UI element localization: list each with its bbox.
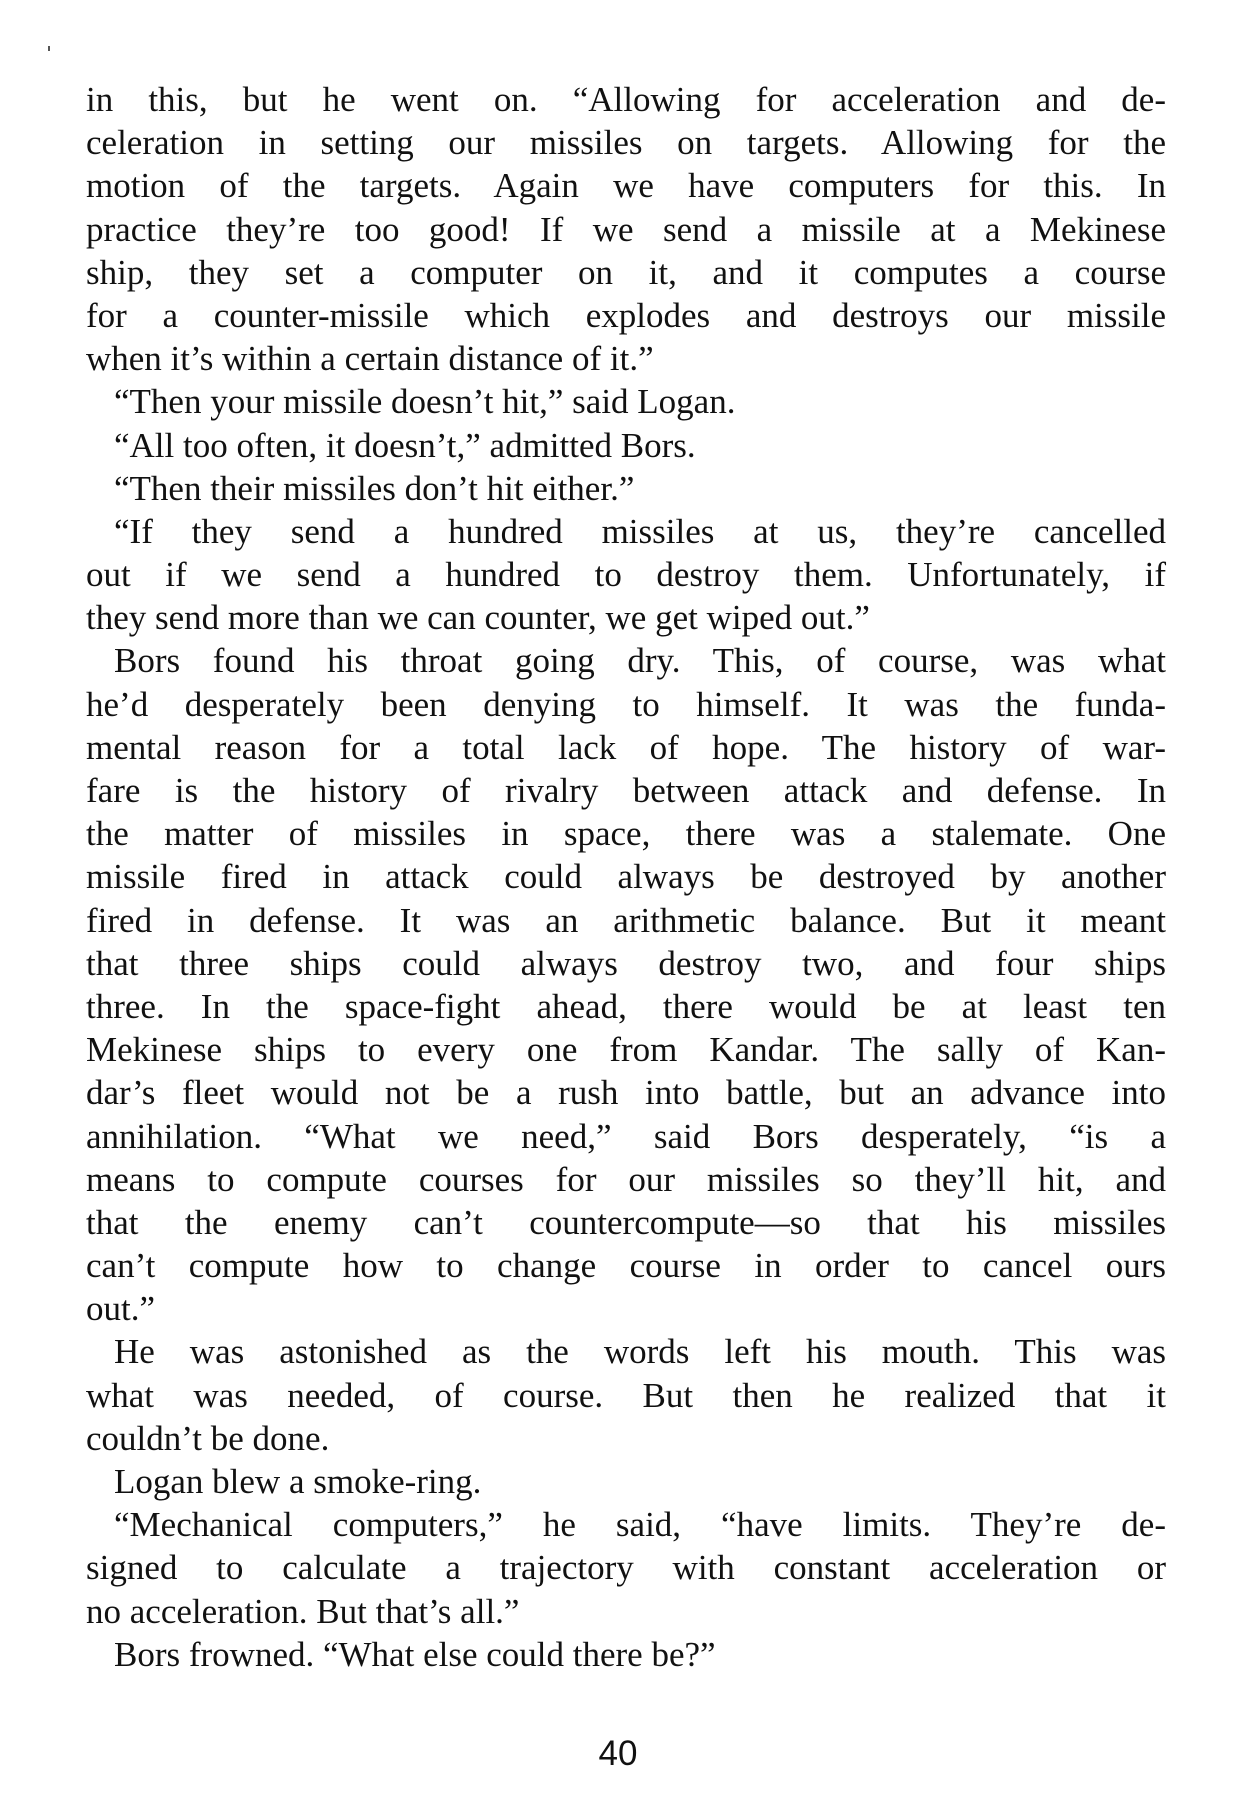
text-line: no acceleration. But that’s all.” — [86, 1591, 520, 1631]
text-line: that the enemy can’t countercompute—so that his missiles — [86, 1202, 1166, 1242]
text-line: missile fired in attack could always be destroyed by another — [86, 857, 1166, 897]
paragraph-dialogue — [86, 1503, 1166, 1633]
paragraph-dialogue — [86, 380, 1166, 423]
text-line: for a counter-missile which explodes and destroys our missile — [86, 295, 1166, 335]
text-line: “All too often, it doesn’t,” admitted Bors. — [114, 425, 696, 465]
text-line: means to compute courses for our missiles so they’ll hit, and — [86, 1159, 1166, 1199]
text-line: celeration in setting our missiles on targets. Allowing for the — [86, 123, 1166, 163]
text-line: when it’s within a certain distance of it.” — [86, 339, 654, 379]
text-line: what was needed, of course. But then he realized that it — [86, 1375, 1166, 1415]
text-line: he’d desperately been denying to himself. It was the funda- — [86, 684, 1166, 724]
text-line: fare is the history of rivalry between attack and defense. In — [86, 771, 1166, 810]
paragraph-narrative — [86, 1460, 1166, 1503]
text-line: annihilation. “What we need,” said Bors desperately, “is a — [86, 1116, 1166, 1156]
text-line: Bors found his throat going dry. This, of course, was what — [114, 641, 1166, 681]
text-line: He was astonished as the words left his mouth. This was — [114, 1332, 1166, 1372]
text-line: ship, they set a computer on it, and it computes a course — [86, 252, 1166, 292]
text-line: can’t compute how to change course in order to cancel ours — [86, 1246, 1166, 1286]
text-line: signed to calculate a trajectory with constant acceleration or — [86, 1548, 1166, 1588]
text-line: that three ships could always destroy two, and four ships — [86, 943, 1166, 983]
text-line: Logan blew a smoke-ring. — [114, 1462, 482, 1501]
text-line: the matter of missiles in space, there was a stalemate. One — [86, 814, 1166, 854]
text-line: “Mechanical computers,” he said, “have limits. They’re de- — [114, 1505, 1166, 1545]
text-line: out if we send a hundred to destroy them. Unfortunately, if — [86, 555, 1166, 595]
paragraph-dialogue — [86, 510, 1166, 640]
page-number: 40 — [598, 1734, 638, 1773]
text-line: “Then your missile doesn’t hit,” said Logan. — [114, 382, 736, 422]
paragraph-dialogue — [86, 424, 1166, 467]
text-line: Mekinese ships to every one from Kandar. The sally of Kan- — [86, 1030, 1166, 1070]
paragraph-narrative — [86, 1330, 1166, 1460]
text-line: “If they send a hundred missiles at us, they’re cancelled — [114, 511, 1166, 551]
text-line: practice they’re too good! If we send a missile at a Mekinese — [86, 209, 1166, 249]
text-line: fired in defense. It was an arithmetic balance. But it meant — [86, 900, 1166, 940]
text-line: couldn’t be done. — [86, 1418, 330, 1458]
text-line: in this, but he went on. “Allowing for acceleration and de- — [86, 80, 1166, 119]
paragraph-dialogue — [86, 467, 1166, 510]
paragraph-continuation — [86, 78, 1166, 380]
text-line: “Then their missiles don’t hit either.” — [114, 468, 635, 508]
text-line: they send more than we can counter, we get wiped out.” — [86, 598, 870, 638]
text-line: Bors frowned. “What else could there be?” — [114, 1634, 716, 1674]
text-line: three. In the space-fight ahead, there would be at least ten — [86, 986, 1166, 1026]
page-text-block — [86, 78, 1166, 1676]
text-line: dar’s fleet would not be a rush into battle, but an advance into — [86, 1073, 1166, 1113]
text-line: out.” — [86, 1289, 156, 1329]
paragraph-narrative — [86, 639, 1166, 1330]
paragraph-dialogue — [86, 1633, 1166, 1676]
text-line: motion of the targets. Again we have computers for this. In — [86, 166, 1166, 206]
print-speck — [48, 46, 50, 51]
text-line: mental reason for a total lack of hope. The history of war- — [86, 727, 1166, 767]
